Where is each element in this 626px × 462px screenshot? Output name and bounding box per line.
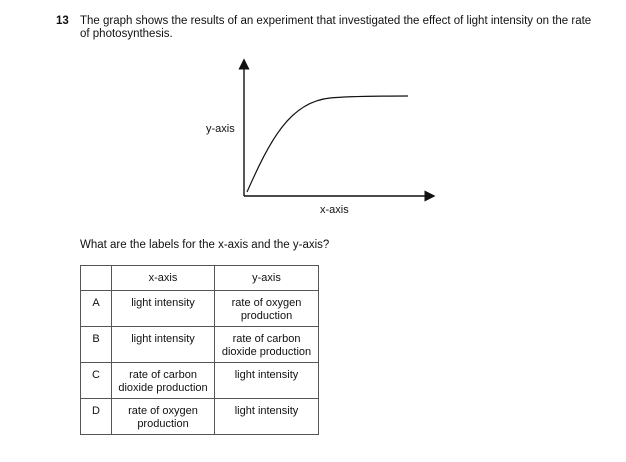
option-y-line: rate of carbon [232,333,301,345]
option-y-line: light intensity [234,405,299,417]
option-y-line: light intensity [234,369,299,381]
question-text: The graph shows the results of an experiment that investigated the effect of light intensity on the rate of photosynthesis. [80,15,592,40]
answer-table [80,265,319,435]
question-number: 13 [56,15,69,27]
table-header-row [81,266,319,291]
option-letter[interactable]: C [81,363,112,399]
option-y-line: rate of oxygen [231,297,302,309]
table-row[interactable] [81,363,319,399]
option-y-line: dioxide production [221,346,312,358]
table-row[interactable] [81,399,319,435]
option-x-line: light intensity [131,333,195,345]
x-axis-label: x-axis [320,204,349,216]
header-letter-cell [81,266,112,291]
option-letter[interactable]: A [81,291,112,327]
option-y [215,363,319,399]
option-x-line: light intensity [131,297,195,309]
option-x [112,399,215,435]
option-y-line: production [240,310,293,322]
option-y [215,291,319,327]
option-y [215,399,319,435]
question-prompt: What are the labels for the x-axis and the y-axis? [80,239,330,251]
option-x [112,363,215,399]
header-y: y-axis [215,266,319,291]
option-x-line: rate of carbon [129,369,197,381]
graph-curve [247,96,408,192]
option-x-line: rate of oxygen [128,405,198,417]
y-axis-label: y-axis [206,123,235,135]
option-y [215,327,319,363]
option-x-line: dioxide production [118,382,208,394]
table-row[interactable] [81,327,319,363]
table-row[interactable] [81,291,319,327]
option-x [112,291,215,327]
option-letter[interactable]: D [81,399,112,435]
option-x-line: production [137,418,189,430]
option-x [112,327,215,363]
header-x: x-axis [112,266,215,291]
option-letter[interactable]: B [81,327,112,363]
